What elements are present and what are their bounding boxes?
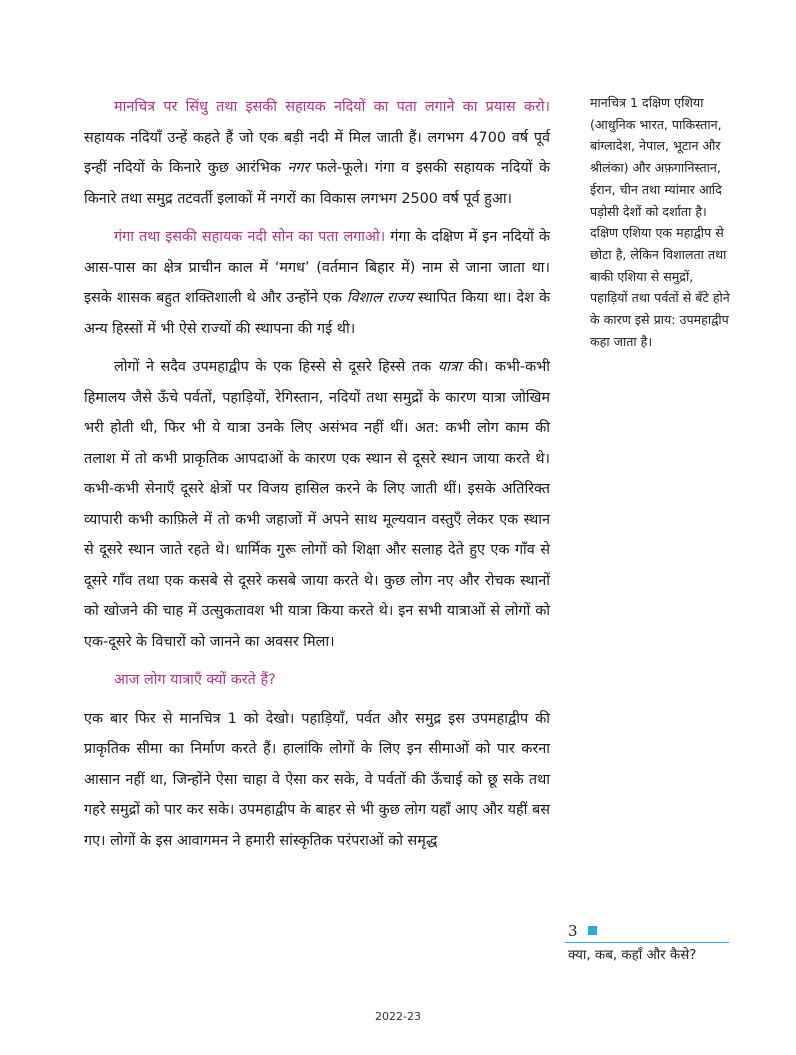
question-prompt: आज लोग यात्राएँ क्यों करते हैं? xyxy=(114,672,276,688)
footer-divider xyxy=(565,942,729,943)
term-vishal-rajya: विशाल राज्य xyxy=(346,290,414,306)
paragraph-3-text-a: लोगों ने सदैव उपमहाद्वीप के एक हिस्से से दूसरे हिस्से तक xyxy=(114,359,438,375)
term-nagar: नगर xyxy=(287,160,310,176)
book-title: क्या, कब, कहाँ और कैसे? xyxy=(568,948,697,963)
paragraph-3 xyxy=(84,352,550,657)
page-number: 3 xyxy=(568,922,578,940)
paragraph-3-text-b: की। कभी-कभी हिमालय जैसे ऊँचे पर्वतों, पहाड़ियों, रेगिस्तान, नदियों तथा समुद्रों के कारण यात्रा जोखिम भरी होती थी, फिर भी ये यात्रा उनके लिए असंभव नहीं थीं। अत: कभी लोग काम की तलाश में तो कभी प्राकृतिक आपदाओं के कारण एक स्थान से दूसरे स्थान जाया करते थे। कभी-कभी सेनाएँ दूसरे क्षेत्रों पर विजय हासिल करने के लिए जाती थीं। इसके अतिरिक्त व्यापारी कभी काफ़िले में तो कभी जहाजों में अपने साथ मूल्यवान वस्तुएँ लेकर एक स्थान से दूसरे स्थान जाते रहते थे। धार्मिक गुरू लोगों को शिक्षा और सलाह देते हुए एक गाँव से दूसरे गाँव तथा एक कसबे से दूसरे कसबे जाया करते थे। कुछ लोग नए और रोचक स्थानों को खोजने की चाह में उत्सुकतावश भी यात्रा किया करते थे। इन सभी यात्राओं से लोगों को एक-दूसरे के विचारों को जानने का अवसर मिला। xyxy=(84,359,550,650)
paragraph-4: एक बार फिर से मानचित्र 1 को देखो। पहाड़ियाँ, पर्वत और समुद्र इस उपमहाद्वीप की प्राकृतिक सीमा का निर्माण करते हैं। हालांकि लोगों के लिए इन सीमाओं को पार करना आसान नहीं था, जिन्होंने ऐसा चाहा वे ऐसा कर सके, वे पर्वतों की ऊँचाई को छू सके तथा गहरे समुद्रों को पार कर सके। उपमहाद्वीप के बाहर से भी कुछ लोग यहाँ आए और यहीं बस गए। लोगों के इस आवागमन ने हमारी सांस्कृतिक परंपराओं को समृद्ध xyxy=(84,710,550,849)
paragraph-1 xyxy=(84,92,550,214)
activity-prompt-indus: मानचित्र पर सिंधु तथा इसकी सहायक नदियों का पता लगाने का प्रयास करो। xyxy=(114,99,550,115)
main-text-column xyxy=(84,92,550,864)
academic-year: 2022-23 xyxy=(375,1010,421,1023)
sidebar-map-caption: मानचित्र 1 दक्षिण एशिया (आधुनिक भारत, पाकिस्तान, बांग्लादेश, नेपाल, भूटान और श्रीलंका) और अफ़गानिस्तान, ईरान, चीन तथा म्यांमार आदि पड़ोसी देशों को दर्शाता है। दक्षिण एशिया एक महाद्वीप से छोटा है, लेकिन विशालता तथा बाकी एशिया से समुद्रों, पहाड़ियों तथा पर्वतों से बँटे होने के कारण इसे प्राय: उपमहाद्वीप कहा जाता है। xyxy=(590,95,730,349)
activity-prompt-ganga: गंगा तथा इसकी सहायक नदी सोन का पता लगाओ। xyxy=(114,229,386,245)
paragraph-2-text-a: गंगा के दक्षिण में इन नदियों के आस-पास का क्षेत्र प्राचीन काल में ‘मगध’ (वर्तमान बिहार में) नाम से जाना जाता था। इसके शासक बहुत शक्तिशाली थे और उन्होंने एक xyxy=(84,229,550,306)
paragraph-1-text-a: सहायक नदियाँ उन्हें कहते हैं जो एक बड़ी नदी में मिल जाती हैं। लगभग 4700 वर्ष पूर्व इन्हीं नदियों के किनारे कुछ आरंभिक xyxy=(84,129,550,176)
term-yatra: यात्रा xyxy=(437,359,462,375)
paragraph-1-text-b: फले-फूले। गंगा व इसकी सहायक नदियों के किनारे तथा समुद्र तटवर्ती इलाकों में नगरों का विकास लगभग 2500 वर्ष पूर्व हुआ। xyxy=(84,160,550,207)
page-marker-square xyxy=(588,926,597,935)
paragraph-2 xyxy=(84,222,550,344)
paragraph-2-text-b: स्थापित किया था। देश के अन्य हिस्सों में भी ऐसे राज्यों की स्थापना की गई थी। xyxy=(84,290,551,337)
